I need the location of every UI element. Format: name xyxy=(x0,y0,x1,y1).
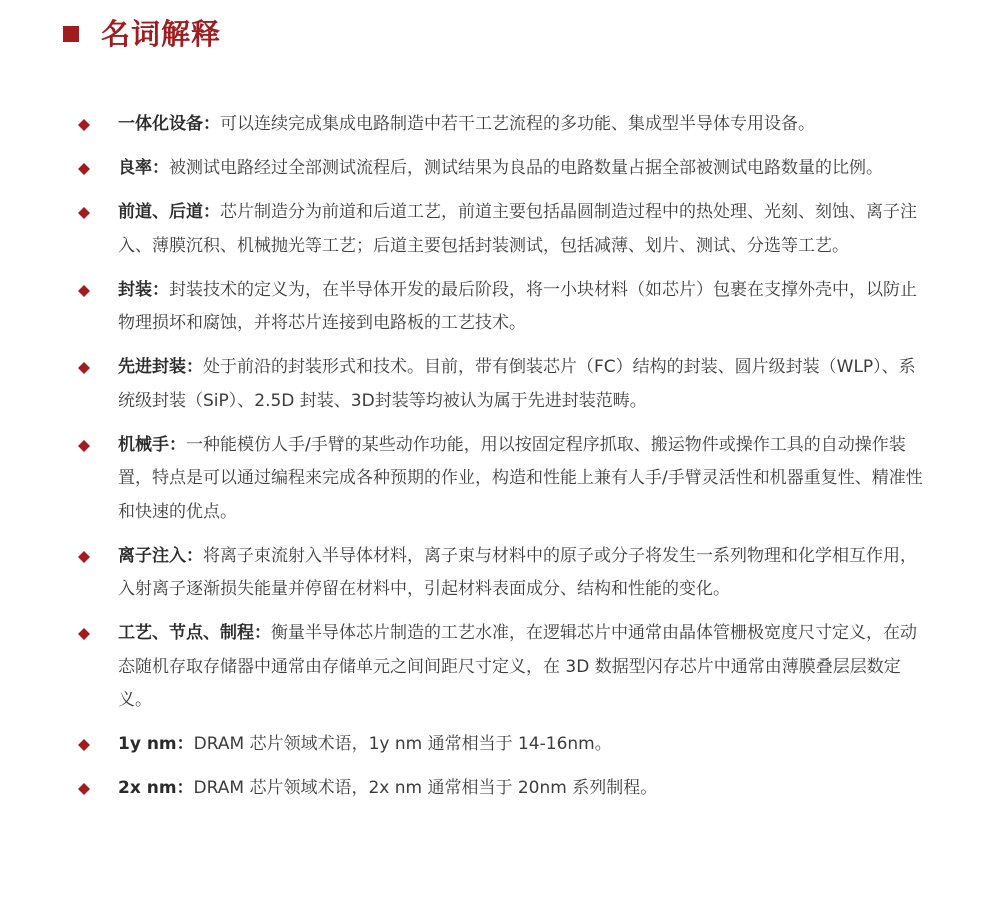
diamond-bullet-icon xyxy=(78,783,90,795)
list-item xyxy=(0,540,1000,607)
section-header xyxy=(63,14,221,54)
page-title: 名词解释 xyxy=(101,17,222,51)
glossary-definition: DRAM 芯片领域术语，2x nm 通常相当于 20nm 系列制程。 xyxy=(193,778,658,798)
diamond-bullet-icon xyxy=(78,362,90,374)
glossary-definition: 处于前沿的封装形式和技术。目前，带有倒装芯片（FC）结构的封装、圆片级封装（WLP）、系统级封装（SiP）、2.5D 封装、3D封装等均被认为属于先进封装范畴。 xyxy=(118,357,916,411)
diamond-bullet-icon xyxy=(78,285,90,297)
square-bullet-icon xyxy=(63,26,79,42)
glossary-term: 离子注入： xyxy=(118,545,203,566)
glossary-term: 机械手： xyxy=(118,434,186,455)
glossary-term: 前道、后道： xyxy=(118,202,220,222)
glossary-term: 良率： xyxy=(118,158,169,178)
glossary-definition: 一种能模仿人手/手臂的某些动作功能，用以按固定程序抓取、搬运物件或操作工具的自动操作装置，特点是可以通过编程来完成各种预期的作业，构造和性能上兼有人手/手臂灵活性和机器重复性、精准性和快速的优点。 xyxy=(118,434,923,522)
glossary-term: 1y nm： xyxy=(118,734,194,754)
glossary-term: 一体化设备： xyxy=(118,114,220,134)
glossary-definition: 芯片制造分为前道和后道工艺，前道主要包括晶圆制造过程中的热处理、光刻、刻蚀、离子注入、薄膜沉积、机械抛光等工艺；后道主要包括封装测试，包括减薄、划片、测试、分选等工艺。 xyxy=(118,202,917,256)
list-item xyxy=(0,196,1000,263)
glossary-term: 先进封装： xyxy=(118,357,203,377)
glossary-definition: 可以连续完成集成电路制造中若干工艺流程的多功能、集成型半导体专用设备。 xyxy=(220,114,815,134)
diamond-bullet-icon xyxy=(78,163,90,175)
glossary-term: 2x nm： xyxy=(118,778,194,798)
glossary-definition: 封装技术的定义为，在半导体开发的最后阶段，将一小块材料（如芯片）包裹在支撑外壳中，以防止物理损坏和腐蚀，并将芯片连接到电路板的工艺技术。 xyxy=(118,279,917,333)
diamond-bullet-icon xyxy=(78,628,90,640)
list-item xyxy=(0,152,1000,186)
list-item xyxy=(0,429,1000,530)
glossary-definition: 衡量半导体芯片制造的工艺水准，在逻辑芯片中通常由晶体管栅极宽度尺寸定义，在动态随机存取存储器中通常由存储单元之间间距尺寸定义，在 3D 数据型闪存芯片中通常由薄膜叠层层数定义。 xyxy=(118,623,917,710)
diamond-bullet-icon xyxy=(78,551,90,563)
glossary-definition: DRAM 芯片领域术语，1y nm 通常相当于 14-16nm。 xyxy=(193,734,612,754)
list-item xyxy=(0,274,1000,341)
list-item xyxy=(0,617,1000,718)
list-item xyxy=(0,772,1000,806)
glossary-term: 封装： xyxy=(118,279,169,300)
glossary-list xyxy=(0,108,1000,816)
list-item xyxy=(0,728,1000,762)
list-item xyxy=(0,351,1000,418)
diamond-bullet-icon xyxy=(78,207,90,219)
glossary-definition: 将离子束流射入半导体材料，离子束与材料中的原子或分子将发生一系列物理和化学相互作用，入射离子逐渐损失能量并停留在材料中，引起材料表面成分、结构和性能的变化。 xyxy=(118,545,917,599)
diamond-bullet-icon xyxy=(78,119,90,131)
diamond-bullet-icon xyxy=(78,440,90,452)
diamond-bullet-icon xyxy=(78,739,90,751)
glossary-term: 工艺、节点、制程： xyxy=(118,623,271,643)
list-item xyxy=(0,108,1000,142)
glossary-definition: 被测试电路经过全部测试流程后，测试结果为良品的电路数量占据全部被测试电路数量的比例。 xyxy=(169,158,883,178)
